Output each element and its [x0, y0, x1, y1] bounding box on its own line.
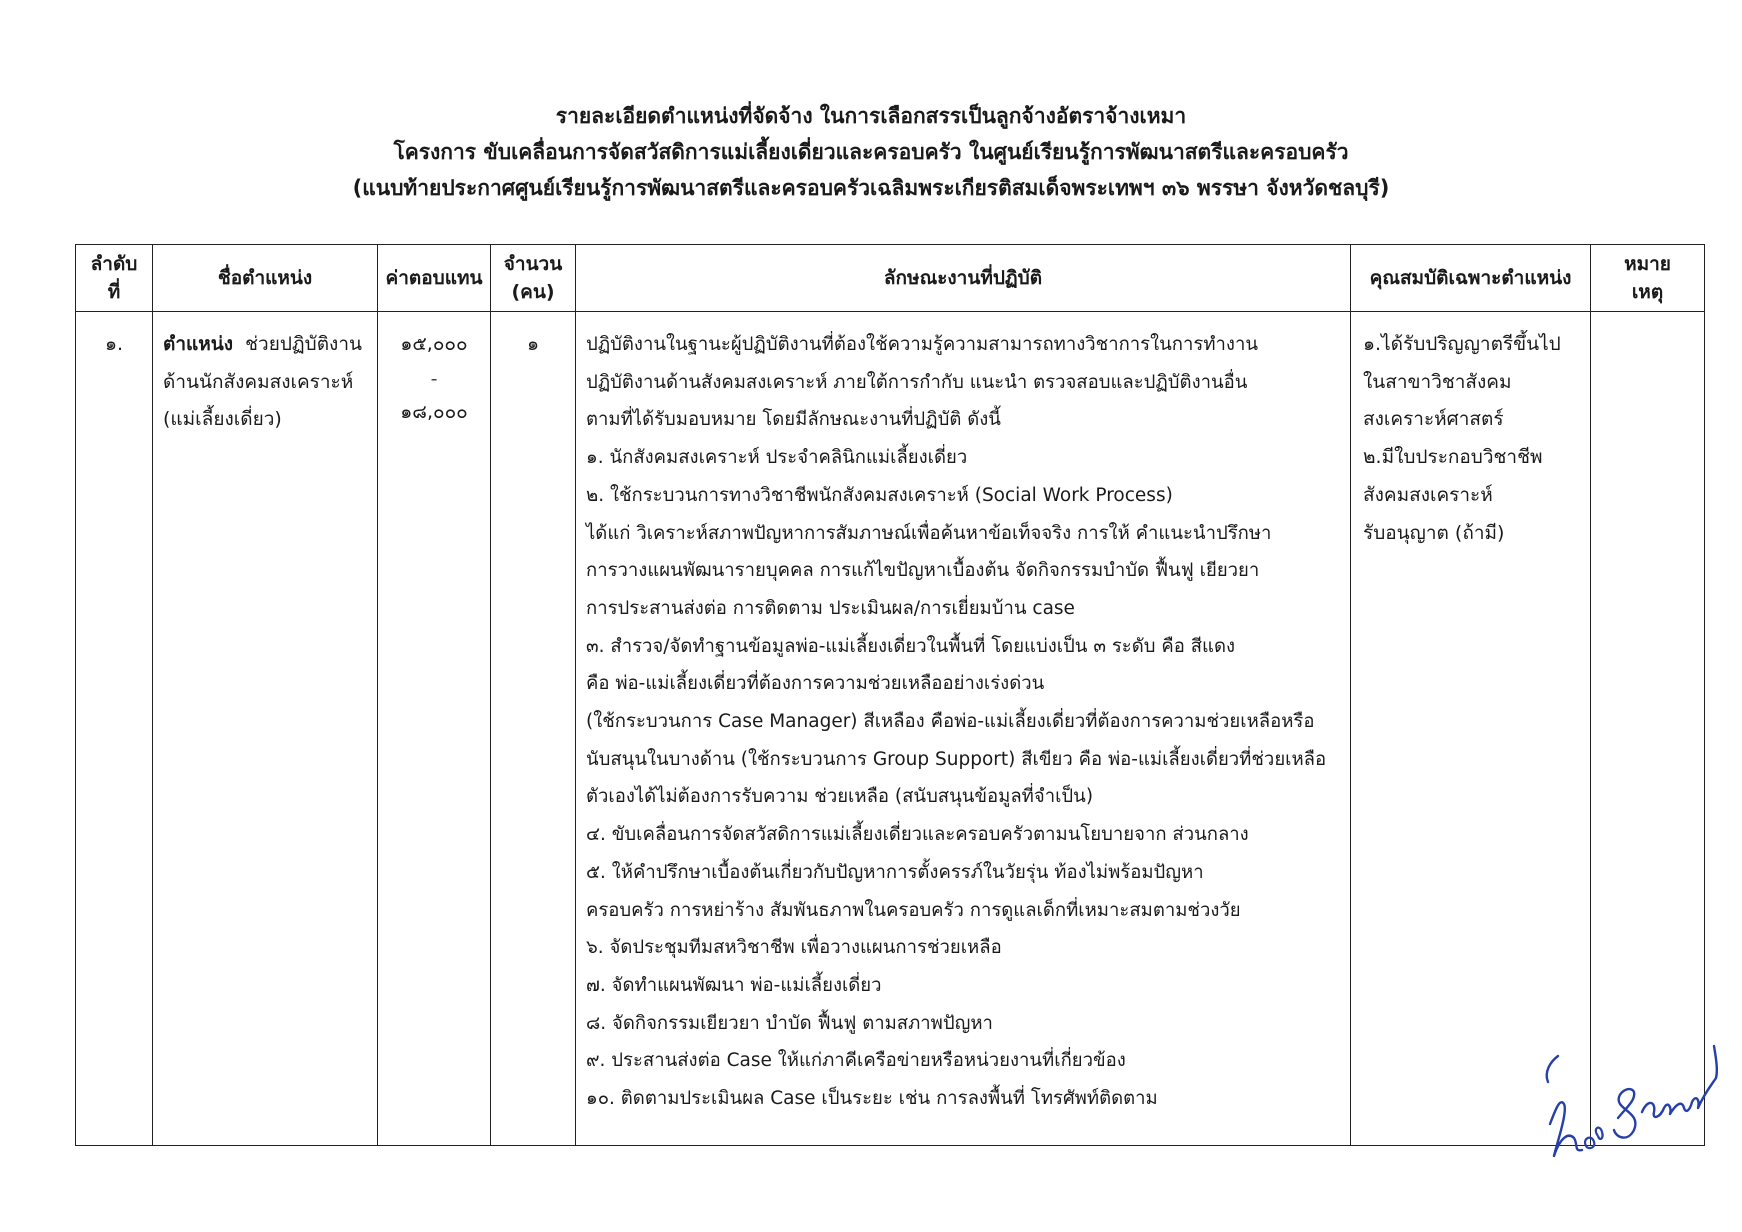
- header-qualifications: คุณสมบัติเฉพาะตำแหน่ง: [1351, 245, 1591, 312]
- note-cell: [1591, 312, 1705, 1146]
- duty-line: ตัวเองได้ไม่ต้องการรับความ ช่วยเหลือ (สนับสนุนข้อมูลที่จำเป็น): [586, 786, 1094, 808]
- positions-table: [75, 244, 1705, 1146]
- qualification-line: สงเคราะห์ศาสตร์: [1363, 408, 1504, 431]
- pay-min: ๑๕,๐๐๐: [400, 333, 468, 355]
- header-note: หมาย เหตุ: [1591, 245, 1705, 312]
- duty-line: ๓. สำรวจ/จัดทำฐานข้อมูลพ่อ-แม่เลี้ยงเดี่ยวในพื้นที่ โดยแบ่งเป็น ๓ ระดับ คือ สีแดง: [586, 635, 1235, 657]
- qualifications-cell: [1351, 312, 1591, 1146]
- duty-line: (ใช้กระบวนการ Case Manager) สีเหลือง คือพ่อ-แม่เลี้ยงเดี่ยวที่ต้องการความช่วยเหลือหรือ: [586, 711, 1315, 733]
- row-index: ๑.: [76, 312, 153, 1146]
- qualification-line: รับอนุญาต (ถ้ามี): [1363, 521, 1505, 544]
- duty-line: ๙. ประสานส่งต่อ Case ให้แก่ภาคีเครือข่ายหรือหน่วยงานที่เกี่ยวข้อง: [586, 1050, 1126, 1072]
- qualification-line: ๒.มีใบประกอบวิชาชีพ: [1363, 446, 1543, 469]
- duty-line: นับสนุนในบางด้าน (ใช้กระบวนการ Group Support) สีเขียว คือ พ่อ-แม่เลี้ยงเดี่ยวที่ช่วยเหลือ: [586, 748, 1327, 770]
- position-cell: [153, 312, 378, 1146]
- duty-line: ๘. จัดกิจกรรมเยียวยา บำบัด ฟื้นฟู ตามสภาพปัญหา: [586, 1012, 993, 1034]
- duties-cell: [576, 312, 1351, 1146]
- document-title: รายละเอียดตำแหน่งที่จัดจ้าง ในการเลือกสรรเป็นลูกจ้างอัตราจ้างเหมา: [555, 104, 1187, 128]
- announcement-reference: (แนบท้ายประกาศศูนย์เรียนรู้การพัฒนาสตรีและครอบครัวเฉลิมพระเกียรติสมเด็จพระเทพฯ ๓๖ พรรษา จังหวัดชลบุรี): [352, 176, 1390, 200]
- position-title-line: ด้านนักสังคมสงเคราะห์: [163, 370, 354, 393]
- header-count: จำนวน (คน): [491, 245, 576, 312]
- pay-cell: [378, 312, 491, 1146]
- position-title-line: (แม่เลี้ยงเดี่ยว): [163, 408, 282, 431]
- duty-line: ตามที่ได้รับมอบหมาย โดยมีลักษณะงานที่ปฏิบัติ ดังนี้: [586, 409, 1001, 431]
- duty-line: ๕. ให้คำปรึกษาเบื้องต้นเกี่ยวกับปัญหาการตั้งครรภ์ในวัยรุ่น ท้องไม่พร้อมปัญหา: [586, 861, 1204, 883]
- duty-line: ได้แก่ วิเคราะห์สภาพปัญหาการสัมภาษณ์เพื่อค้นหาข้อเท็จจริง การให้ คำแนะนำปรึกษา: [586, 522, 1272, 544]
- duty-line: ๔. ขับเคลื่อนการจัดสวัสดิการแม่เลี้ยงเดี่ยวและครอบครัวตามนโยบายจาก ส่วนกลาง: [586, 824, 1249, 846]
- duty-line: ๑. นักสังคมสงเคราะห์ ประจำคลินิกแม่เลี้ยงเดี่ยว: [586, 447, 968, 469]
- duty-line: การประสานส่งต่อ การติดตาม ประเมินผล/การเยี่ยมบ้าน case: [586, 597, 1075, 619]
- header-pay: ค่าตอบแทน: [378, 245, 491, 312]
- pay-max: ๑๘,๐๐๐: [400, 400, 468, 423]
- duty-line: คือ พ่อ-แม่เลี้ยงเดี่ยวที่ต้องการความช่วยเหลืออย่างเร่งด่วน: [586, 673, 1045, 695]
- handwritten-signature: [1530, 1038, 1730, 1168]
- qualification-line: ๑.ได้รับปริญญาตรีขึ้นไป: [1363, 333, 1561, 355]
- header-duties: ลักษณะงานที่ปฏิบัติ: [576, 245, 1351, 312]
- project-title: โครงการ ขับเคลื่อนการจัดสวัสดิการแม่เลี้ยงเดี่ยวและครอบครัว ในศูนย์เรียนรู้การพัฒนาสตรีและครอบครัว: [393, 140, 1349, 164]
- position-title-line: ช่วยปฏิบัติงาน: [245, 333, 362, 355]
- duty-line: ครอบครัว การหย่าร้าง สัมพันธภาพในครอบครัว การดูแลเด็กที่เหมาะสมตามช่วงวัย: [586, 899, 1241, 921]
- duty-line: ๖. จัดประชุมทีมสหวิชาชีพ เพื่อวางแผนการช่วยเหลือ: [586, 937, 1002, 959]
- position-label: ตำแหน่ง: [163, 333, 234, 355]
- duty-line: การวางแผนพัฒนารายบุคคล การแก้ไขปัญหาเบื้องต้น จัดกิจกรรมบำบัด ฟื้นฟู เยียวยา: [586, 560, 1260, 582]
- duty-line: ๗. จัดทำแผนพัฒนา พ่อ-แม่เลี้ยงเดี่ยว: [586, 974, 882, 996]
- duty-line: ปฏิบัติงานด้านสังคมสงเคราะห์ ภายใต้การกำกับ แนะนำ ตรวจสอบและปฏิบัติงานอื่น: [586, 371, 1248, 393]
- qualification-line: ในสาขาวิชาสังคม: [1363, 370, 1512, 393]
- header-position: ชื่อตำแหน่ง: [153, 245, 378, 312]
- duty-line: ๒. ใช้กระบวนการทางวิชาชีพนักสังคมสงเคราะห์ (Social Work Process): [586, 484, 1173, 506]
- duty-line: ปฏิบัติงานในฐานะผู้ปฏิบัติงานที่ต้องใช้ความรู้ความสามารถทางวิชาการในการทำงาน: [586, 334, 1258, 355]
- pay-separator: -: [430, 367, 438, 390]
- duty-line: ๑๐. ติดตามประเมินผล Case เป็นระยะ เช่น การลงพื้นที่ โทรศัพท์ติดตาม: [586, 1088, 1158, 1110]
- qualification-line: สังคมสงเคราะห์: [1363, 483, 1493, 506]
- table-header-row: [76, 245, 1705, 312]
- table-row: [76, 312, 1705, 1146]
- count-cell: ๑: [491, 312, 576, 1146]
- header-index: ลำดับ ที่: [76, 245, 153, 312]
